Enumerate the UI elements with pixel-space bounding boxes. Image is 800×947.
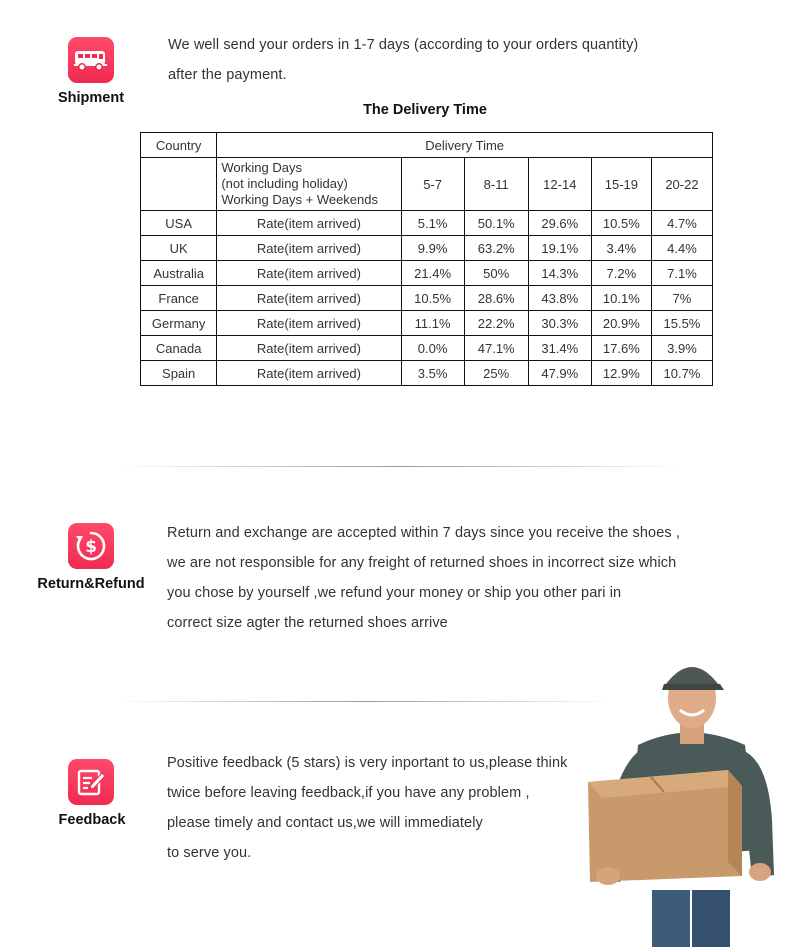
metric-cell: Rate(item arrived)	[217, 286, 401, 311]
rate-cell: 50.1%	[464, 211, 528, 236]
metric-cell: Rate(item arrived)	[217, 261, 401, 286]
rate-cell: 30.3%	[528, 311, 591, 336]
dollar-refresh-icon	[74, 529, 108, 563]
metric-cell: Rate(item arrived)	[217, 211, 401, 236]
rate-cell: 3.5%	[401, 361, 464, 386]
rate-cell: 28.6%	[464, 286, 528, 311]
metric-cell: Rate(item arrived)	[217, 311, 401, 336]
return-refund-label: Return&Refund	[37, 576, 145, 592]
rate-cell: 3.4%	[591, 236, 651, 261]
shipment-line: We well send your orders in 1-7 days (according to your orders quantity)	[168, 37, 639, 53]
table-row	[141, 211, 713, 236]
feedback-line: please timely and contact us,we will immediately	[167, 815, 483, 831]
feedback-line: twice before leaving feedback,if you have any problem ,	[167, 785, 530, 801]
rate-cell: 47.9%	[528, 361, 591, 386]
rate-cell: 14.3%	[528, 261, 591, 286]
truck-icon	[74, 48, 108, 72]
rate-cell: 31.4%	[528, 336, 591, 361]
return-line: Return and exchange are accepted within 7 days since you receive the shoes ,	[167, 525, 680, 541]
rate-cell: 43.8%	[528, 286, 591, 311]
rate-cell: 7%	[651, 286, 712, 311]
shipment-icon-box	[68, 37, 114, 83]
working-days-line: (not including holiday)	[221, 176, 348, 191]
country-header: Country	[141, 133, 217, 158]
return-line: correct size agter the returned shoes arrive	[167, 615, 448, 631]
rate-cell: 9.9%	[401, 236, 464, 261]
rate-cell: 4.7%	[651, 211, 712, 236]
table-subheader-row	[141, 158, 713, 211]
edit-note-icon	[75, 766, 107, 798]
return-line: we are not responsible for any freight of returned shoes in incorrect size which	[167, 555, 677, 571]
rate-cell: 4.4%	[651, 236, 712, 261]
feedback-icon-box	[68, 759, 114, 805]
table-row	[141, 361, 713, 386]
section-divider	[115, 466, 685, 467]
feedback-line: to serve you.	[167, 845, 252, 861]
table-row	[141, 236, 713, 261]
table-header-row	[141, 133, 713, 158]
working-days-cell	[217, 158, 401, 211]
shipment-text	[168, 30, 638, 90]
rate-cell: 17.6%	[591, 336, 651, 361]
rate-cell: 10.1%	[591, 286, 651, 311]
table-row	[141, 336, 713, 361]
country-cell: USA	[141, 211, 217, 236]
return-icon-box	[68, 523, 114, 569]
feedback-label: Feedback	[58, 812, 126, 828]
rate-cell: 10.5%	[591, 211, 651, 236]
rate-cell: 15.5%	[651, 311, 712, 336]
working-days-line: Working Days + Weekends	[221, 192, 379, 207]
country-cell: Australia	[141, 261, 217, 286]
rate-cell: 21.4%	[401, 261, 464, 286]
metric-cell: Rate(item arrived)	[217, 336, 401, 361]
country-cell: Germany	[141, 311, 217, 336]
return-refund-text	[167, 518, 680, 638]
country-cell: Spain	[141, 361, 217, 386]
rate-cell: 7.1%	[651, 261, 712, 286]
rate-cell: 47.1%	[464, 336, 528, 361]
rate-cell: 0.0%	[401, 336, 464, 361]
rate-cell: 20.9%	[591, 311, 651, 336]
rate-cell: 63.2%	[464, 236, 528, 261]
courier-with-box-image	[580, 650, 800, 947]
country-cell: UK	[141, 236, 217, 261]
table-row	[141, 311, 713, 336]
table-row	[141, 261, 713, 286]
rate-cell: 50%	[464, 261, 528, 286]
rate-cell: 12.9%	[591, 361, 651, 386]
range-header: 12-14	[528, 158, 591, 211]
working-days-line: Working Days	[221, 160, 303, 175]
metric-cell: Rate(item arrived)	[217, 236, 401, 261]
table-body	[141, 211, 713, 386]
shipment-line: after the payment.	[168, 67, 287, 83]
range-header: 8-11	[464, 158, 528, 211]
delivery-time-table	[140, 132, 713, 386]
country-cell: Canada	[141, 336, 217, 361]
rate-cell: 19.1%	[528, 236, 591, 261]
rate-cell: 3.9%	[651, 336, 712, 361]
rate-cell: 7.2%	[591, 261, 651, 286]
range-header: 5-7	[401, 158, 464, 211]
rate-cell: 10.5%	[401, 286, 464, 311]
country-cell: France	[141, 286, 217, 311]
delivery-time-header: Delivery Time	[217, 133, 713, 158]
rate-cell: 5.1%	[401, 211, 464, 236]
shipment-label: Shipment	[57, 90, 125, 106]
section-divider	[115, 701, 615, 702]
empty-cell	[141, 158, 217, 211]
table-row	[141, 286, 713, 311]
range-header: 15-19	[591, 158, 651, 211]
rate-cell: 22.2%	[464, 311, 528, 336]
feedback-text	[167, 748, 568, 868]
rate-cell: 25%	[464, 361, 528, 386]
metric-cell: Rate(item arrived)	[217, 361, 401, 386]
delivery-table-title: The Delivery Time	[363, 102, 487, 118]
range-header: 20-22	[651, 158, 712, 211]
rate-cell: 11.1%	[401, 311, 464, 336]
svg-text:$: $	[85, 537, 97, 557]
rate-cell: 29.6%	[528, 211, 591, 236]
rate-cell: 10.7%	[651, 361, 712, 386]
feedback-line: Positive feedback (5 stars) is very inportant to us,please think	[167, 755, 568, 771]
return-line: you chose by yourself ,we refund your money or ship you other pari in	[167, 585, 622, 601]
